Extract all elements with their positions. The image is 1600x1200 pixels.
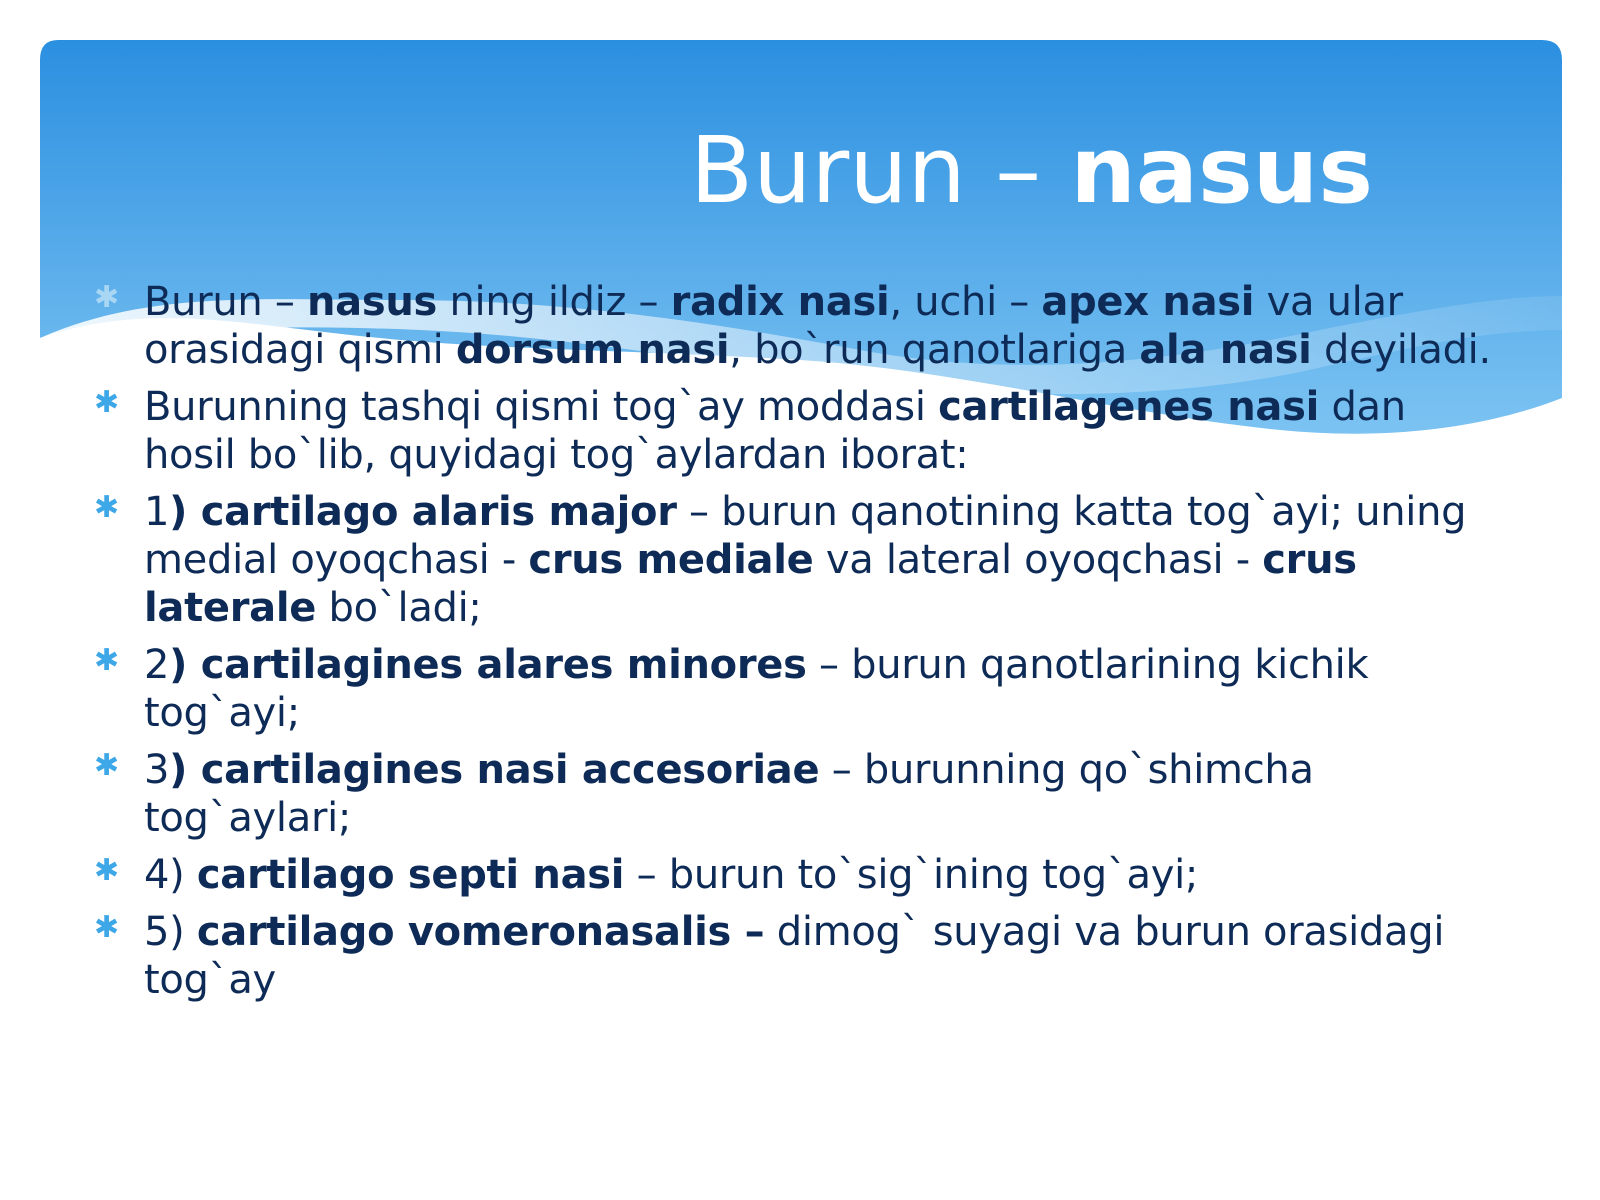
bold-term: apex nasi [1041, 279, 1255, 325]
asterisk-icon: ✱ [94, 853, 119, 888]
text-segment: 3 [144, 747, 170, 793]
text-segment: , uchi – [889, 279, 1042, 325]
bold-term: cartilago septi nasi [196, 852, 625, 898]
bullet-item [94, 746, 1494, 842]
asterisk-icon: ✱ [94, 748, 119, 783]
text-segment: va ular orasidagi qismi [144, 279, 1403, 373]
bold-term: ) cartilagines nasi accesoriae [169, 747, 820, 793]
text-segment: deyiladi. [1311, 327, 1491, 373]
bold-term: crus mediale [528, 537, 814, 583]
bold-term: cartilagenes nasi [938, 384, 1320, 430]
text-segment: dan hosil bo`lib, quyidagi tog`aylardan iborat: [144, 384, 1406, 478]
asterisk-icon: ✱ [94, 385, 119, 420]
asterisk-icon: ✱ [94, 643, 119, 678]
text-segment: dimog` suyagi va burun orasidagi tog`ay [144, 909, 1445, 1003]
asterisk-icon: ✱ [94, 280, 119, 315]
bold-term: nasus [306, 279, 438, 325]
bold-term: crus laterale [144, 537, 1357, 631]
text-segment: 4) [144, 852, 197, 898]
bold-term: dorsum nasi [455, 327, 730, 373]
text-segment: – burun qanotlarining kichik tog`ayi; [144, 642, 1369, 736]
title-regular: Burun – [690, 117, 1071, 224]
bold-term: radix nasi [670, 279, 890, 325]
bullet-item [94, 641, 1494, 737]
bullet-list [94, 278, 1494, 1013]
text-segment: 1 [144, 489, 170, 535]
text-segment: – burunning qo`shimcha tog`aylari; [144, 747, 1314, 841]
bold-term: ) cartilagines alares minores [169, 642, 807, 688]
bold-term: ) cartilago alaris major [169, 489, 677, 535]
text-segment: 2 [144, 642, 170, 688]
text-segment: Burun – [144, 279, 307, 325]
text-segment: – burun to`sig`ining tog`ayi; [624, 852, 1199, 898]
bullet-item [94, 383, 1494, 479]
bullet-item [94, 851, 1494, 899]
text-segment: ning ildiz – [437, 279, 671, 325]
bold-term: cartilago vomeronasalis – [196, 909, 765, 955]
title-bold: nasus [1070, 117, 1373, 224]
text-segment: Burunning tashqi qismi tog`ay moddasi [144, 384, 939, 430]
text-segment: , bo`run qanotlariga [729, 327, 1140, 373]
asterisk-icon: ✱ [94, 490, 119, 525]
text-segment: – burun qanotining katta tog`ayi; uning medial oyoqchasi - [144, 489, 1467, 583]
slide-title [690, 118, 1570, 224]
text-segment: 5) [144, 909, 197, 955]
bullet-item [94, 908, 1494, 1004]
bold-term: ala nasi [1139, 327, 1312, 373]
text-segment: bo`ladi; [316, 585, 482, 631]
bullet-item [94, 488, 1494, 632]
asterisk-icon: ✱ [94, 910, 119, 945]
text-segment: va lateral oyoqchasi - [813, 537, 1263, 583]
bullet-item [94, 278, 1494, 374]
